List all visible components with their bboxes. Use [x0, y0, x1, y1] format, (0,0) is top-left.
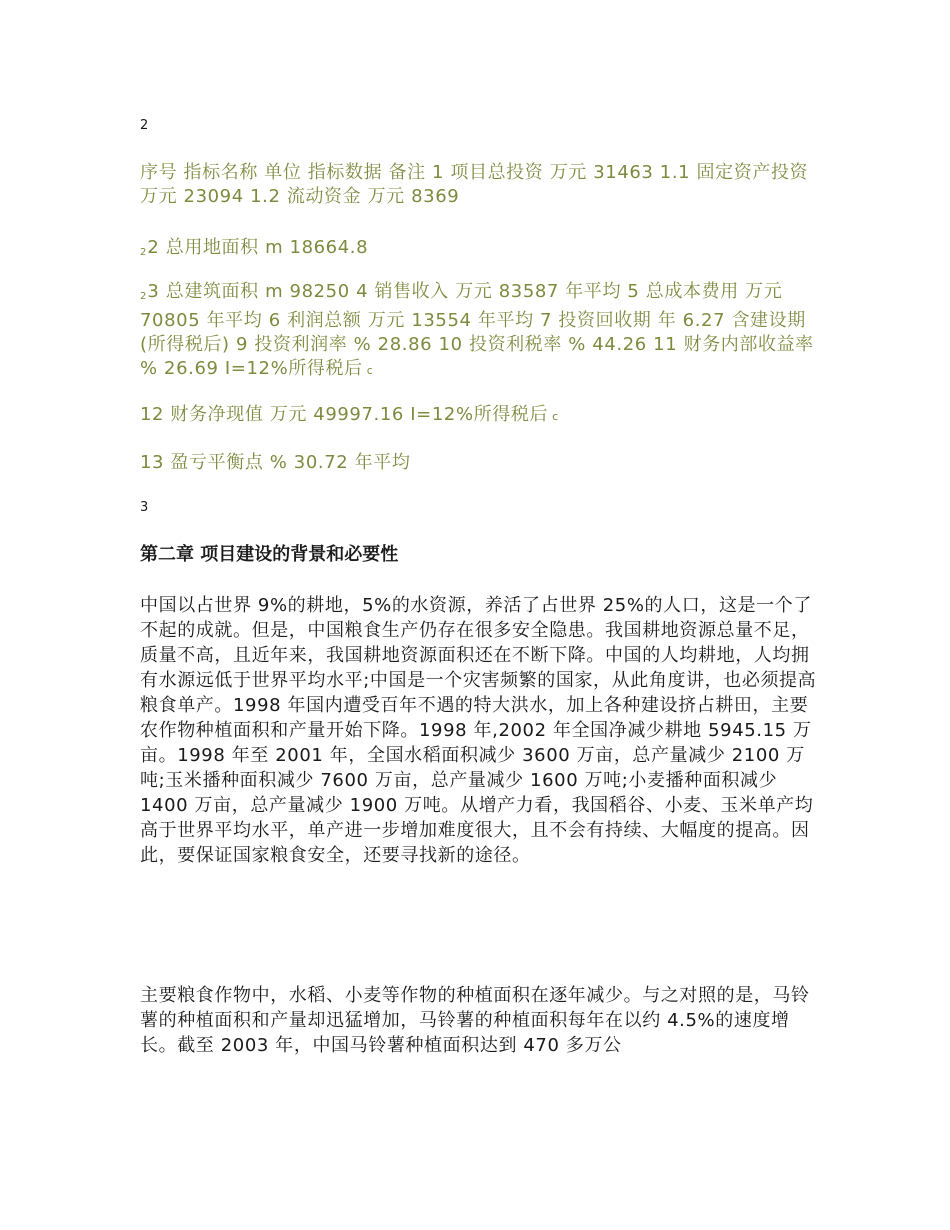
indicator-table-text-1: 序号 指标名称 单位 指标数据 备注 1 项目总投资 万元 31463 1.1 固定资产投资 万元 23094 1.2 流动资金 万元 8369 [140, 162, 809, 207]
trailing-marker: c [366, 364, 373, 377]
chapter-title: 第二章 项目建设的背景和必要性 [140, 544, 399, 565]
trailing-marker: c [552, 410, 559, 423]
indicator-table-text-5: 13 盈亏平衡点 % 30.72 年平均 [140, 452, 411, 473]
page-number: 2 [140, 118, 149, 133]
indicator-table-text-4 [140, 403, 820, 429]
building-area-text: 3 总建筑面积 m 98250 4 销售收入 万元 83587 年平均 5 总成本费用 万元 70805 年平均 6 利润总额 万元 13554 年平均 7 投资回收期 年 6.27 含建设期(所得税后) 9 投资利润率 % 28.86 10 投资利税率 % 44.26 11 财务内部收益率 % 26.69 I=12%所得税后 [140, 281, 814, 379]
body-paragraph-2: 主要粮食作物中，水稻、小麦等作物的种植面积在逐年减少。与之对照的是，马铃薯的种植面积和产量却迅猛增加，马铃薯的种植面积每年在以约 4.5%的速度增长。截至 2003 年，中国马铃薯种植面积达到 470 多万公 [140, 985, 810, 1056]
indicator-table-text-2 [140, 236, 820, 265]
indicator-table-text-3 [140, 280, 820, 383]
npv-text: 12 财务净现值 万元 49997.16 I=12%所得税后 [140, 404, 549, 425]
superscript-marker: 2 [140, 291, 147, 302]
land-area-text: 2 总用地面积 m 18664.8 [147, 237, 369, 258]
superscript-marker: 2 [140, 247, 147, 258]
page-number: 3 [140, 500, 149, 515]
body-paragraph-1: 中国以占世界 9%的耕地，5%的水资源，养活了占世界 25%的人口，这是一个了不起的成就。但是，中国粮食生产仍存在很多安全隐患。我国耕地资源总量不足，质量不高，且近年来，我国耕地资源面积还在不断下降。中国的人均耕地，人均拥有水源远低于世界平均水平;中国是一个灾害频繁的国家，从此角度讲，也必须提高粮食单产。1998 年国内遭受百年不遇的特大洪水，加上各种建设挤占耕田，主要农作物种植面积和产量开始下降。1998 年,2002 年全国净减少耕地 5945.15 万亩。1998 年至 2001 年，全国水稻面积减少 3600 万亩，总产量减少 2100 万吨;玉米播种面积减少 7600 万亩，总产量减少 1600 万吨;小麦播种面积减少 1400 万亩，总产量减少 1900 万吨。从增产力看，我国稻谷、小麦、玉米单产均高于世界平均水平，单产进一步增加难度很大，且不会有持续、大幅度的提高。因此，要保证国家粮食安全，还要寻找新的途径。 [140, 595, 817, 866]
